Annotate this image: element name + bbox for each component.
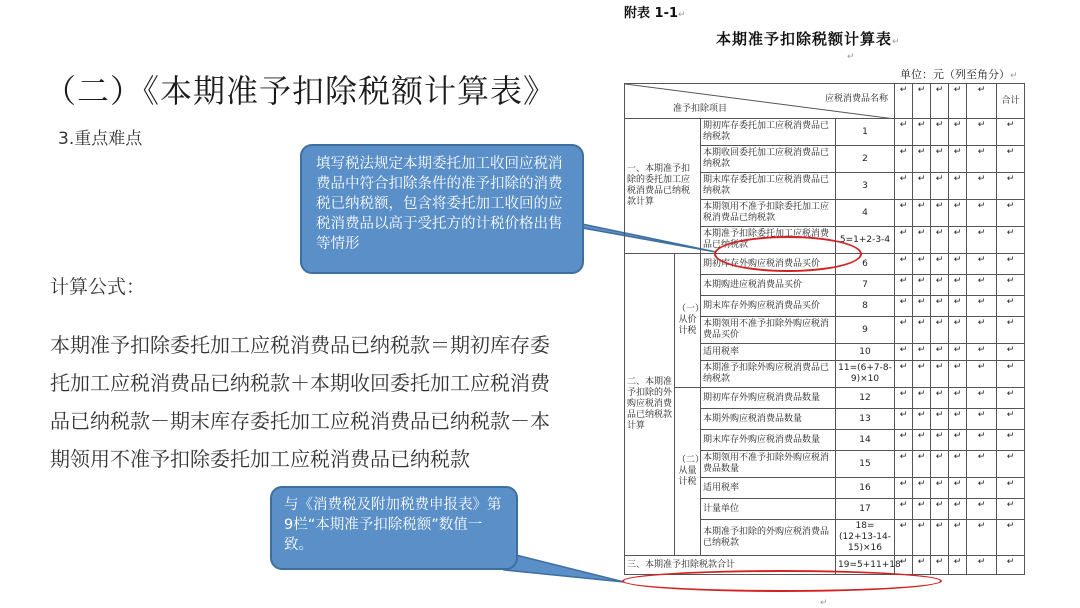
- mark: ↵: [895, 556, 913, 575]
- mark: ↵: [967, 146, 997, 173]
- mark: ↵: [997, 556, 1025, 575]
- mark: ↵: [967, 451, 997, 478]
- row-name: 期末库存外购应税消费品买价: [701, 296, 836, 317]
- mark: ↵: [997, 520, 1025, 556]
- section-2-label: 二、本期准予扣除的外购应税消费品已纳税款计算: [625, 254, 675, 556]
- mark: ↵: [997, 254, 1025, 275]
- mark: ↵: [931, 200, 949, 227]
- section-1-label: 一、本期准予扣除的委托加工应税消费品已纳税款计算: [625, 119, 701, 254]
- slide-title: （二）《本期准予扣除税额计算表》: [44, 72, 557, 110]
- mark: ↵: [913, 173, 931, 200]
- mark: ↵: [913, 146, 931, 173]
- callout-2-tail: [500, 548, 630, 588]
- row-name: 本期准予扣除的外购应税消费品已纳税款: [701, 520, 836, 556]
- mark: ↵: [895, 275, 913, 296]
- mark: ↵: [997, 275, 1025, 296]
- table-row: [625, 388, 1025, 409]
- mark: ↵: [967, 520, 997, 556]
- mark: ↵: [949, 84, 967, 119]
- mark: ↵: [949, 478, 967, 499]
- row-name: 计量单位: [701, 499, 836, 520]
- mark: ↵: [895, 317, 913, 344]
- highlight-oval-row5: [714, 236, 862, 272]
- mark: ↵: [895, 254, 913, 275]
- mark: ↵: [913, 296, 931, 317]
- mark: ↵: [931, 254, 949, 275]
- mark: ↵: [949, 200, 967, 227]
- mark: ↵: [895, 173, 913, 200]
- formula-text: 本期准予扣除委托加工应税消费品已纳税款＝期初库存委托加工应税消费品已纳税款＋本期收回委托加工应税消费品已纳税款－期末库存委托加工应税消费品已纳税款－本期领用不准予扣除委托加工应税消费品已纳税款: [50, 333, 550, 471]
- mark: ↵: [913, 520, 931, 556]
- mark: ↵: [967, 361, 997, 388]
- row-number: 4: [836, 200, 895, 227]
- row-number: 17: [836, 499, 895, 520]
- mark: ↵: [997, 317, 1025, 344]
- mark: ↵: [931, 317, 949, 344]
- row-number: 1: [836, 119, 895, 146]
- row-number: 13: [836, 409, 895, 430]
- mark: ↵: [895, 119, 913, 146]
- mark: ↵: [967, 478, 997, 499]
- highlight-oval-total-row: [622, 570, 942, 592]
- row-number: 18=(12+13-14-15)×16: [836, 520, 895, 556]
- mark: ↵: [895, 409, 913, 430]
- mark: ↵: [949, 275, 967, 296]
- mark: ↵: [931, 119, 949, 146]
- mark: ↵: [895, 520, 913, 556]
- mark: ↵: [931, 296, 949, 317]
- mark: ↵: [997, 173, 1025, 200]
- row-number: 3: [836, 173, 895, 200]
- mark: ↵: [949, 451, 967, 478]
- mark: ↵: [967, 200, 997, 227]
- mark: ↵: [895, 146, 913, 173]
- mark: ↵: [913, 275, 931, 296]
- header-total: 合计: [997, 84, 1025, 119]
- row-name: 期末库存外购应税消费品数量: [701, 430, 836, 451]
- mark: ↵: [913, 119, 931, 146]
- mark: ↵: [967, 317, 997, 344]
- mark: ↵: [895, 227, 913, 254]
- row-name: 本期领用不准予扣除外购应税消费品买价: [701, 317, 836, 344]
- mark: ↵: [949, 409, 967, 430]
- row-number: 6: [836, 254, 895, 275]
- mark: ↵: [913, 409, 931, 430]
- mark: ↵: [997, 227, 1025, 254]
- mark: ↵: [931, 361, 949, 388]
- row-number: 15: [836, 451, 895, 478]
- mark: ↵: [967, 499, 997, 520]
- table-row: [625, 119, 1025, 146]
- mark: ↵: [949, 119, 967, 146]
- doc-title: 本期准予扣除税额计算表↵: [716, 30, 901, 48]
- mark: ↵: [967, 227, 997, 254]
- mark: ↵: [895, 430, 913, 451]
- table-header-row: [625, 84, 1025, 119]
- mark: ↵: [895, 344, 913, 361]
- header-product-name: 应税消费品名称: [824, 94, 888, 104]
- mark: ↵: [913, 388, 931, 409]
- mark: ↵: [931, 451, 949, 478]
- mark: ↵: [949, 556, 967, 575]
- mark: ↵: [895, 499, 913, 520]
- row-name: 适用税率: [701, 478, 836, 499]
- mark: ↵: [967, 409, 997, 430]
- row-name: 适用税率: [701, 344, 836, 361]
- formula-label: 计算公式：: [50, 276, 146, 298]
- mark: ↵: [931, 499, 949, 520]
- mark: ↵: [949, 361, 967, 388]
- row-number: 10: [836, 344, 895, 361]
- mark: ↵: [931, 146, 949, 173]
- mark: ↵: [967, 556, 997, 575]
- subsection-price-label: （一）从价计税: [675, 254, 701, 388]
- mark: ↵: [913, 556, 931, 575]
- mark: ↵: [997, 478, 1025, 499]
- row-number: 11=(6+7-8-9)×10: [836, 361, 895, 388]
- callout-description: 填写税法规定本期委托加工收回应税消费品中符合扣除条件的准予扣除的消费税已纳税额，包含将委托加工收回的应税消费品以高于受托方的计税价格出售等情形: [300, 144, 584, 274]
- paragraph-mark: ↵: [820, 598, 828, 608]
- mark: ↵: [949, 317, 967, 344]
- mark: ↵: [949, 146, 967, 173]
- mark: ↵: [949, 430, 967, 451]
- deduction-table: [624, 83, 1025, 575]
- mark: ↵: [997, 361, 1025, 388]
- row-number: 12: [836, 388, 895, 409]
- mark: ↵: [997, 388, 1025, 409]
- mark: ↵: [913, 361, 931, 388]
- row-name: 期末库存委托加工应税消费品已纳税款: [701, 173, 836, 200]
- row-number: 16: [836, 478, 895, 499]
- row-number: 5=1+2-3-4: [836, 227, 895, 254]
- row-name: 本期领用不准予扣除外购应税消费品数量: [701, 451, 836, 478]
- mark: ↵: [967, 430, 997, 451]
- row-name: 期初库存外购应税消费品数量: [701, 388, 836, 409]
- row-name: 本期购进应税消费品买价: [701, 275, 836, 296]
- paragraph-mark: ↵: [847, 52, 855, 62]
- mark: ↵: [931, 430, 949, 451]
- mark: ↵: [949, 227, 967, 254]
- row-number: 14: [836, 430, 895, 451]
- mark: ↵: [967, 84, 997, 119]
- row-name: 期初库存委托加工应税消费品已纳税款: [701, 119, 836, 146]
- mark: ↵: [997, 409, 1025, 430]
- mark: ↵: [913, 430, 931, 451]
- mark: ↵: [895, 296, 913, 317]
- mark: ↵: [997, 430, 1025, 451]
- mark: ↵: [949, 254, 967, 275]
- mark: ↵: [895, 478, 913, 499]
- mark: ↵: [967, 119, 997, 146]
- mark: ↵: [931, 84, 949, 119]
- mark: ↵: [913, 344, 931, 361]
- row-number: 2: [836, 146, 895, 173]
- mark: ↵: [997, 344, 1025, 361]
- callout-consistency-note: 与《消费税及附加税费申报表》第9栏“本期准予扣除税额”数值一致。: [270, 486, 518, 570]
- mark: ↵: [967, 254, 997, 275]
- row-name: 期初库存外购应税消费品买价: [701, 254, 836, 275]
- mark: ↵: [949, 388, 967, 409]
- header-diagonal-cell: [625, 84, 895, 119]
- mark: ↵: [997, 451, 1025, 478]
- mark: ↵: [949, 344, 967, 361]
- mark: ↵: [997, 200, 1025, 227]
- header-deduction-item: 准予扣除项目: [673, 104, 728, 114]
- mark: ↵: [931, 388, 949, 409]
- mark: ↵: [967, 275, 997, 296]
- mark: ↵: [931, 409, 949, 430]
- total-row-name: 三、本期准予扣除税款合计: [625, 556, 836, 575]
- row-number: 8: [836, 296, 895, 317]
- mark: ↵: [997, 296, 1025, 317]
- mark: ↵: [931, 344, 949, 361]
- mark: ↵: [913, 227, 931, 254]
- row-name: 本期准予扣除外购应税消费品已纳税款: [701, 361, 836, 388]
- total-row-number: 19=5+11+18: [836, 556, 895, 575]
- mark: ↵: [997, 119, 1025, 146]
- subsection-quantity-label: （二）从量计税: [675, 388, 701, 556]
- mark: ↵: [913, 499, 931, 520]
- mark: ↵: [895, 200, 913, 227]
- mark: ↵: [949, 296, 967, 317]
- mark: ↵: [913, 200, 931, 227]
- mark: ↵: [931, 478, 949, 499]
- mark: ↵: [895, 84, 913, 119]
- mark: ↵: [967, 296, 997, 317]
- doc-attachment-label: 附表 1-1↵: [624, 6, 686, 21]
- mark: ↵: [931, 173, 949, 200]
- mark: ↵: [931, 275, 949, 296]
- mark: ↵: [931, 556, 949, 575]
- mark: ↵: [913, 84, 931, 119]
- mark: ↵: [949, 520, 967, 556]
- mark: ↵: [913, 451, 931, 478]
- row-name: 本期领用不准予扣除委托加工应税消费品已纳税款: [701, 200, 836, 227]
- mark: ↵: [967, 173, 997, 200]
- row-name: 本期准予扣除委托加工应税消费品已纳税款: [701, 227, 836, 254]
- mark: ↵: [949, 173, 967, 200]
- row-number: 7: [836, 275, 895, 296]
- mark: ↵: [931, 520, 949, 556]
- mark: ↵: [931, 227, 949, 254]
- mark: ↵: [997, 146, 1025, 173]
- mark: ↵: [895, 451, 913, 478]
- mark: ↵: [913, 317, 931, 344]
- slide-subtitle: 3.重点难点: [58, 129, 143, 149]
- mark: ↵: [913, 478, 931, 499]
- mark: ↵: [895, 361, 913, 388]
- mark: ↵: [967, 344, 997, 361]
- row-number: 9: [836, 317, 895, 344]
- row-name: 本期收回委托加工应税消费品已纳税款: [701, 146, 836, 173]
- mark: ↵: [913, 254, 931, 275]
- mark: ↵: [895, 388, 913, 409]
- mark: ↵: [997, 499, 1025, 520]
- mark: ↵: [949, 499, 967, 520]
- mark: ↵: [967, 388, 997, 409]
- row-name: 本期外购应税消费品数量: [701, 409, 836, 430]
- doc-unit: 单位：元（列至角分）↵: [900, 68, 1018, 81]
